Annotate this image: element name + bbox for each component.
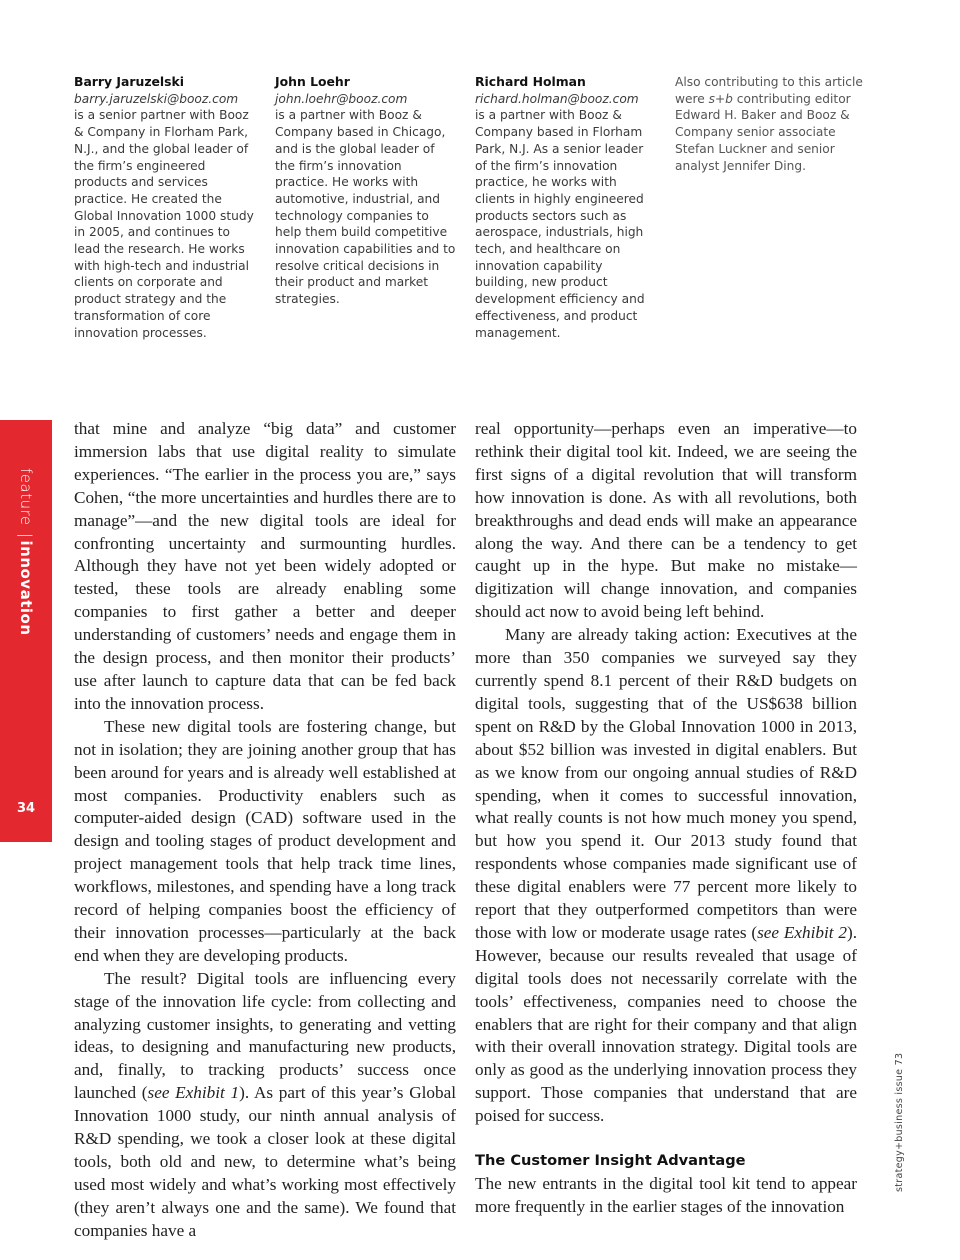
author-name: John Loehr — [275, 74, 350, 89]
author-description: is a senior partner with Booz & Company in Florham Park, N.J., and the global leader of the firm’s engineered products and services practice. He created the Global Innovation 1000 study in 2005, and continues to lead the research. He works with high-tech and industrial clients on corporate and product strategy and the transformation of core innovation processes. — [74, 108, 254, 340]
contributors-note — [675, 74, 865, 174]
contributors-text-rest: contributing editor Edward H. Baker and Booz & Company senior associate Stefan Luckner and senior analyst Jennifer Ding. — [675, 91, 851, 173]
author-bio — [475, 74, 657, 341]
author-name: Barry Jaruzelski — [74, 74, 185, 89]
contributors-text: Also contributing to this article were — [675, 75, 863, 106]
paragraph — [475, 624, 857, 1128]
section-divider: | — [17, 532, 35, 539]
exhibit-reference: see Exhibit 1 — [147, 1083, 240, 1103]
publication-footer: strategy+business issue 73 — [894, 1052, 905, 1192]
author-bio — [275, 74, 457, 308]
article-column-right — [475, 418, 857, 1219]
section-label — [17, 468, 35, 636]
author-email[interactable]: john.loehr@booz.com — [275, 91, 408, 106]
author-bio — [74, 74, 256, 341]
contributors-publication: s+b — [708, 91, 733, 106]
paragraph-text: ). However, because our results revealed that usage of digital tools does not necessarily correlate with the tools’ effectiveness, companies need to choose the enablers that are right for their company and that align with their overall innovation strategy. Digital tools are only as good as the underlying innovation process they support. Those companies that understand that are poised for success. — [475, 922, 857, 1126]
author-email[interactable]: richard.holman@booz.com — [475, 91, 639, 106]
section-sidebar — [0, 420, 52, 842]
paragraph: These new digital tools are fostering change, but not in isolation; they are joining another group that has been around for years and is already well established at most companies. Productivity enablers such as computer-aided design (CAD) software used in the design and tooling stages of product development and project management tools that help track time lines, workflows, milestones, and spending have a long track record of helping companies boost the efficiency of their innovation processes—particularly at the back end when they are developing products. — [74, 716, 456, 965]
author-email[interactable]: barry.jaruzelski@booz.com — [74, 91, 239, 106]
author-description: is a partner with Booz & Company based in Florham Park, N.J. As a senior leader of the firm’s innovation practice, he works with clients in highly engineered products sectors such as aerospace, industrials, high tech, and healthcare on innovation capability building, new product development efficiency and effectiveness, and product management. — [475, 108, 645, 340]
author-name: Richard Holman — [475, 74, 586, 89]
paragraph: that mine and analyze “big data” and customer immersion labs that use digital reality to simulate experiences. “The earlier in the process you are,” says Cohen, “the more uncertainties and hurdles there are to manage”—and the new digital tools are ideal for confronting uncertainty and surmounting hurdles. Although they have not yet been widely adopted or tested, these tools are already enabling some companies to first gather a better and deeper understanding of customers’ needs and engage them in the design process, and then monitor their products’ use after launch to capture data that can be fed back into the innovation process. — [74, 419, 456, 713]
article-column-left — [74, 418, 456, 1243]
paragraph — [74, 968, 456, 1243]
page-number: 34 — [16, 801, 36, 816]
section-heading: The Customer Insight Advantage — [475, 1152, 746, 1170]
paragraph: The new entrants in the digital tool kit tend to appear more frequently in the earlier stages of the innovation — [475, 1174, 857, 1216]
exhibit-reference: see Exhibit 2 — [757, 922, 847, 942]
paragraph: real opportunity—perhaps even an imperative—to rethink their digital tool kit. Indeed, we are seeing the first signs of a digital revolution that will transform how innovation is done. As with all revolutions, both breakthroughs and dead ends will make an appearance along the way. And there can be a tendency to get caught up in the hype. But make no mistake—digitization will change innovation, and companies should act now to avoid being left behind. — [475, 419, 857, 622]
author-description: is a partner with Booz & Company based in Chicago, and is the global leader of the firm’s innovation practice. He works with automotive, industrial, and technology companies to help them build competitive innovation capabilities and to resolve critical decisions in their product and market strategies. — [275, 108, 456, 307]
paragraph-text: The result? Digital tools are influencing every stage of the innovation life cycle: from collecting and analyzing customer insights, to generating and vetting ideas, to designing and manufacturing new products, and, finally, to tracking products’ success once launched ( — [74, 968, 456, 1103]
paragraph-text: Many are already taking action: Executives at the more than 350 companies we surveyed say they currently spend 8.1 percent of their R&D budgets on digital tools, suggesting that of the US$638 billion spent on R&D by the Global Innovation 1000 in 2013, about $52 billion was invested in digital enablers. But as we know from our ongoing annual studies of R&D spending, when it comes to successful innovation, what really counts is not how much money you spend, but how you spend it. Our 2013 study found that respondents whose companies made significant use of these digital enablers were 77 percent more likely to report that they outperformed competitors than were those with low or moderate usage rates ( — [475, 625, 857, 942]
section-kicker: feature — [17, 468, 35, 526]
paragraph-text: ). As part of this year’s Global Innovation 1000 study, our ninth annual analysis of R&D spending, we took a closer look at these digital tools, both old and new, to determine what’s being used most widely and what’s working most effectively (they aren’t always one and the same). We found that companies have a — [74, 1083, 457, 1240]
section-topic: innovation — [17, 540, 35, 636]
